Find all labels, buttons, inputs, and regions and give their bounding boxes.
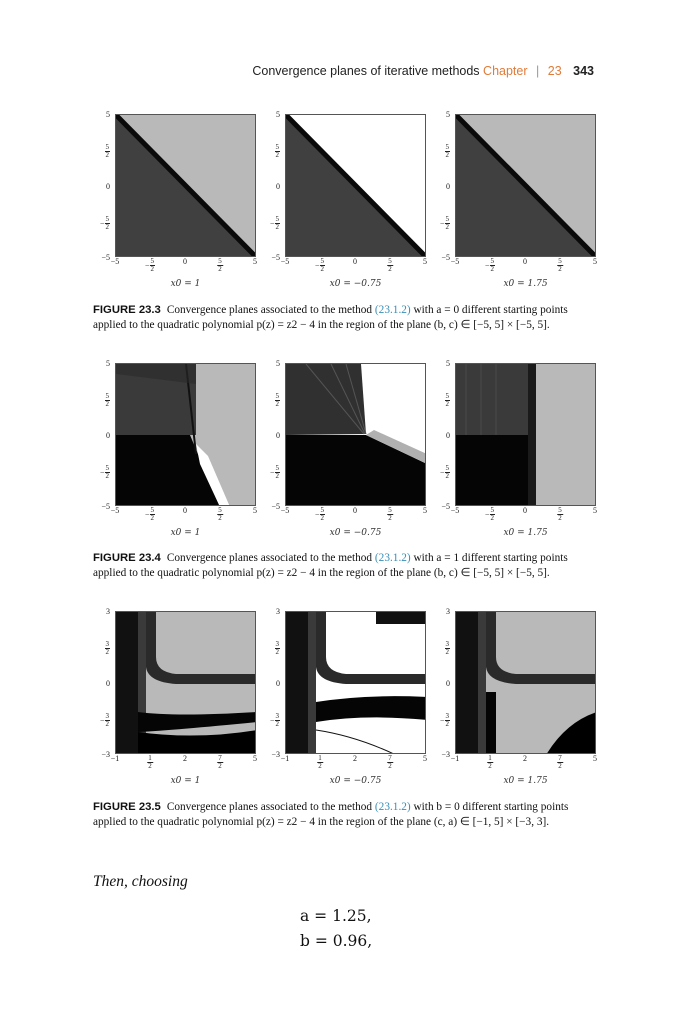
subplot-label: x0 = 1.75 — [503, 279, 548, 289]
y-tick: − $\frac{5}{2}$ — [99, 215, 109, 231]
figure-caption — [93, 303, 599, 333]
plot-area — [455, 363, 596, 506]
x-tick: − $\frac{5}{2}$ — [484, 506, 495, 522]
caption-text: Convergence planes associated to the method — [166, 304, 375, 316]
x-tick: 2 — [353, 754, 357, 763]
x-tick: − $\frac{5}{2}$ — [314, 506, 325, 522]
y-tick: $\frac{5}{2}$ — [275, 392, 279, 408]
figure-label: FIGURE 23.4 — [93, 552, 161, 564]
x-tick: $\frac{5}{2}$ — [558, 257, 562, 273]
convergence-plane — [456, 612, 596, 754]
plot-area — [455, 611, 596, 754]
subplot-23-4-b — [260, 357, 430, 545]
x-tick: $\frac{5}{2}$ — [388, 257, 392, 273]
y-tick: 5 — [276, 110, 280, 119]
figure-caption — [93, 551, 599, 581]
subplot-label: x0 = −0.75 — [329, 776, 382, 786]
y-tick: 0 — [276, 431, 280, 440]
subplot-label: x0 = 1 — [170, 776, 201, 786]
x-tick: − $\frac{5}{2}$ — [144, 257, 155, 273]
caption-text: Convergence planes associated to the method — [166, 552, 375, 564]
plot-area — [285, 363, 426, 506]
figure-23-5 — [90, 605, 600, 795]
subplot-label: x0 = 1.75 — [503, 776, 548, 786]
convergence-plane — [456, 115, 596, 257]
x-tick: −5 — [110, 257, 120, 266]
equation-reference-link[interactable]: (23.1.2) — [374, 552, 411, 564]
y-tick: $\frac{3}{2}$ — [275, 640, 279, 656]
x-tick: 0 — [523, 257, 527, 266]
y-tick: $\frac{3}{2}$ — [105, 640, 109, 656]
subplot-label: x0 = 1 — [170, 279, 201, 289]
x-tick: 5 — [253, 754, 257, 763]
x-tick: 5 — [423, 506, 427, 515]
x-tick: 5 — [593, 257, 597, 266]
x-tick: $\frac{1}{2}$ — [318, 754, 322, 770]
x-tick: −5 — [280, 257, 290, 266]
subplot-23-5-a — [90, 605, 260, 793]
x-tick: 5 — [253, 506, 257, 515]
y-tick: 5 — [446, 110, 450, 119]
y-tick: 0 — [106, 431, 110, 440]
x-tick: $\frac{5}{2}$ — [218, 506, 222, 522]
plot-area — [285, 114, 426, 257]
x-tick: −1 — [280, 754, 290, 763]
y-tick: 0 — [446, 431, 450, 440]
y-tick: −5 — [101, 502, 110, 511]
y-tick: 3 — [276, 607, 280, 616]
y-tick: −5 — [441, 502, 450, 511]
y-tick: 5 — [106, 359, 110, 368]
convergence-plane — [116, 364, 256, 506]
figure-label: FIGURE 23.5 — [93, 801, 161, 813]
page-number: 343 — [573, 64, 594, 78]
y-tick: −5 — [271, 253, 280, 262]
x-tick: $\frac{7}{2}$ — [218, 754, 222, 770]
y-tick: 0 — [446, 182, 450, 191]
equation-reference-link[interactable]: (23.1.2) — [374, 801, 411, 813]
y-tick: − $\frac{3}{2}$ — [439, 712, 449, 728]
x-tick: −5 — [450, 506, 460, 515]
header-title: Convergence planes of iterative methods — [252, 64, 480, 78]
y-tick: − $\frac{3}{2}$ — [269, 712, 279, 728]
x-tick: $\frac{5}{2}$ — [388, 506, 392, 522]
subplot-23-4-a — [90, 357, 260, 545]
y-tick: −5 — [441, 253, 450, 262]
convergence-plane — [116, 115, 256, 257]
caption-text: with a = 0 different starting points applied to the quadratic polynomial p(z) = z2 − 4 in the region of the plane (b, c) ∈ [−5, 5] × [−5, 5]. — [93, 304, 568, 331]
y-tick: 0 — [276, 182, 280, 191]
x-tick: −5 — [110, 506, 120, 515]
y-tick: $\frac{5}{2}$ — [445, 143, 449, 159]
y-tick: 3 — [106, 607, 110, 616]
x-tick: 0 — [183, 506, 187, 515]
convergence-plane — [286, 364, 426, 506]
x-tick: 5 — [253, 257, 257, 266]
subplot-label: x0 = −0.75 — [329, 279, 382, 289]
subplot-23-3-b — [260, 108, 430, 296]
y-tick: $\frac{5}{2}$ — [445, 392, 449, 408]
y-tick: 5 — [276, 359, 280, 368]
y-tick: 0 — [446, 679, 450, 688]
y-tick: 3 — [446, 607, 450, 616]
y-tick: 5 — [446, 359, 450, 368]
convergence-plane — [456, 364, 596, 506]
header-separator: | — [536, 64, 540, 78]
plot-area — [115, 114, 256, 257]
x-tick: 5 — [423, 754, 427, 763]
x-tick: −1 — [110, 754, 120, 763]
subplot-23-5-c — [430, 605, 600, 793]
x-tick: $\frac{7}{2}$ — [388, 754, 392, 770]
convergence-plane — [286, 115, 426, 257]
y-tick: 5 — [106, 110, 110, 119]
x-tick: $\frac{1}{2}$ — [488, 754, 492, 770]
x-tick: − $\frac{5}{2}$ — [484, 257, 495, 273]
x-tick: − $\frac{5}{2}$ — [314, 257, 325, 273]
y-tick: 0 — [276, 679, 280, 688]
x-tick: $\frac{5}{2}$ — [558, 506, 562, 522]
y-tick: 0 — [106, 182, 110, 191]
subplot-23-4-c — [430, 357, 600, 545]
y-tick: −3 — [101, 750, 110, 759]
subplot-23-5-b — [260, 605, 430, 793]
x-tick: −5 — [450, 257, 460, 266]
x-tick: 2 — [523, 754, 527, 763]
x-tick: $\frac{7}{2}$ — [558, 754, 562, 770]
x-tick: 0 — [523, 506, 527, 515]
subplot-label: x0 = −0.75 — [329, 528, 382, 538]
subplot-label: x0 = 1 — [170, 528, 201, 538]
y-tick: 0 — [106, 679, 110, 688]
x-tick: −1 — [450, 754, 460, 763]
equation-b: b = 0.96, — [300, 932, 373, 950]
y-tick: $\frac{5}{2}$ — [275, 143, 279, 159]
y-tick: $\frac{5}{2}$ — [105, 392, 109, 408]
running-header — [252, 64, 594, 78]
plot-area — [115, 611, 256, 754]
x-tick: 5 — [593, 754, 597, 763]
y-tick: $\frac{5}{2}$ — [105, 143, 109, 159]
x-tick: 5 — [593, 506, 597, 515]
equation-reference-link[interactable]: (23.1.2) — [374, 304, 411, 316]
y-tick: − $\frac{5}{2}$ — [439, 215, 449, 231]
y-tick: − $\frac{5}{2}$ — [269, 464, 279, 480]
y-tick: − $\frac{5}{2}$ — [269, 215, 279, 231]
x-tick: 2 — [183, 754, 187, 763]
y-tick: −5 — [101, 253, 110, 262]
figure-caption — [93, 800, 599, 830]
figure-label: FIGURE 23.3 — [93, 304, 161, 316]
figure-23-4 — [90, 357, 600, 547]
caption-text: Convergence planes associated to the method — [166, 801, 375, 813]
body-text: Then, choosing — [93, 873, 188, 890]
y-tick: − $\frac{5}{2}$ — [439, 464, 449, 480]
y-tick: − $\frac{5}{2}$ — [99, 464, 109, 480]
plot-area — [285, 611, 426, 754]
x-tick: 0 — [353, 257, 357, 266]
y-tick: −5 — [271, 502, 280, 511]
caption-text: with a = 1 different starting points applied to the quadratic polynomial p(z) = z2 − 4 in the region of the plane (b, c) ∈ [−5, 5] × [−5, 5]. — [93, 552, 568, 579]
x-tick: 5 — [423, 257, 427, 266]
y-tick: −3 — [271, 750, 280, 759]
caption-text: with b = 0 different starting points applied to the quadratic polynomial p(z) = z2 − 4 in the region of the plane (c, a) ∈ [−1, 5] × [−3, 3]. — [93, 801, 569, 828]
equation-a: a = 1.25, — [300, 907, 372, 925]
x-tick: $\frac{5}{2}$ — [218, 257, 222, 273]
x-tick: 0 — [353, 506, 357, 515]
figure-23-3 — [90, 108, 600, 298]
subplot-label: x0 = 1.75 — [503, 528, 548, 538]
y-tick: $\frac{3}{2}$ — [445, 640, 449, 656]
plot-area — [455, 114, 596, 257]
y-tick: − $\frac{3}{2}$ — [99, 712, 109, 728]
convergence-plane — [116, 612, 256, 754]
convergence-plane — [286, 612, 426, 754]
header-chapter: Chapter — [483, 64, 528, 78]
plot-area — [115, 363, 256, 506]
header-chapter-number: 23 — [547, 64, 562, 78]
y-tick: −3 — [441, 750, 450, 759]
subplot-23-3-c — [430, 108, 600, 296]
x-tick: −5 — [280, 506, 290, 515]
x-tick: $\frac{1}{2}$ — [148, 754, 152, 770]
subplot-23-3-a — [90, 108, 260, 296]
x-tick: 0 — [183, 257, 187, 266]
x-tick: − $\frac{5}{2}$ — [144, 506, 155, 522]
